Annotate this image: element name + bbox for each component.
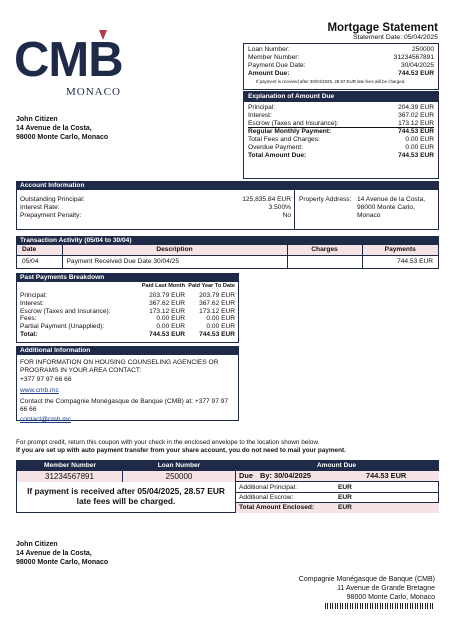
col-date: Date bbox=[17, 245, 62, 255]
pp-last: 0.00 EUR bbox=[156, 315, 185, 323]
explanation-box bbox=[243, 91, 439, 179]
property-label: Property Address: bbox=[299, 196, 352, 203]
postal-barcode bbox=[325, 603, 435, 609]
pp-ytd: 0.00 EUR bbox=[206, 315, 235, 323]
explanation-row bbox=[248, 128, 434, 136]
pp-ytd: 173.12 EUR bbox=[199, 307, 235, 315]
summary-value: 250000 bbox=[411, 46, 434, 53]
transactions-table bbox=[16, 245, 439, 269]
explanation-value: 0.00 EUR bbox=[405, 136, 434, 143]
summary-row bbox=[248, 46, 434, 54]
summary-value: 744.53 EUR bbox=[398, 70, 434, 77]
footer-customer-city: 98000 Monte Carlo, Monaco bbox=[16, 558, 109, 566]
account-row bbox=[20, 204, 291, 212]
statement-date: Statement Date: 05/04/2025 bbox=[352, 34, 438, 41]
late-fee-note: If payment is received after 30/04/2025, 28.57 EUR late fees will be charged. bbox=[256, 79, 406, 84]
summary-label: Payment Due Date: bbox=[248, 62, 306, 69]
explanation-label: Principal: bbox=[248, 104, 276, 111]
coupon-extra-label: Total Amount Enclosed: bbox=[239, 504, 315, 512]
account-value: 125,835.84 EUR bbox=[242, 196, 291, 203]
pp-ytd: 367.62 EUR bbox=[199, 299, 235, 307]
explanation-value: 0.00 EUR bbox=[405, 144, 434, 151]
account-label: Prepayment Penalty: bbox=[20, 212, 82, 219]
coupon-col-amount: Amount Due bbox=[316, 462, 357, 470]
customer-address bbox=[16, 116, 108, 142]
property-line1: 14 Avenue de la Costa, bbox=[357, 196, 426, 203]
statement-title: Mortgage Statement bbox=[327, 22, 438, 34]
coupon-extra-value[interactable]: EUR bbox=[338, 483, 352, 491]
account-label: Outstanding Principal: bbox=[20, 196, 85, 203]
counseling-text: FOR INFORMATION ON HOUSING COUNSELING AGENCIES OR PROGRAMS IN YOUR AREA CONTACT: bbox=[20, 359, 219, 374]
tx-date: 05/04 bbox=[17, 255, 62, 268]
summary-value: 30/04/2025 bbox=[400, 62, 434, 69]
coupon-due-label: Due bbox=[239, 470, 253, 480]
past-payment-row bbox=[20, 308, 235, 316]
remit-name: Compagnie Monégasque de Banque (CMB) bbox=[298, 576, 435, 583]
summary-label: Member Number: bbox=[248, 54, 300, 61]
explanation-label: Total Fees and Charges: bbox=[248, 136, 320, 143]
tx-description: Payment Received Due Date 30/04/25 bbox=[62, 255, 287, 268]
account-info-header: Account Information bbox=[16, 181, 439, 190]
col-charges: Charges bbox=[287, 245, 362, 255]
remit-address bbox=[230, 575, 435, 602]
pp-col-ytd: Paid Year To Date bbox=[188, 283, 235, 289]
past-payments-header: Past Payments Breakdown bbox=[16, 273, 239, 282]
coupon-extra-row bbox=[236, 493, 439, 503]
coupon-autopay-note: If you are set up with auto payment transfer from your share account, you do not need to mail your payment. bbox=[16, 447, 346, 454]
pp-label: Escrow (Taxes and Insurance): bbox=[20, 307, 111, 315]
summary-row bbox=[248, 70, 434, 78]
transaction-row bbox=[17, 255, 438, 268]
account-label: Interest Rate: bbox=[20, 204, 60, 211]
explanation-row bbox=[248, 104, 434, 112]
summary-label: Loan Number: bbox=[248, 46, 290, 53]
coupon-col-loan: Loan Number bbox=[157, 462, 201, 470]
pp-col-blank bbox=[20, 283, 133, 292]
coupon-late-note: If payment is received after 05/04/2025, 28.57 EUR late fees will be charged. bbox=[27, 486, 225, 507]
property-line2: 98000 Monte Carlo, Monaco bbox=[357, 204, 415, 219]
pp-last: 0.00 EUR bbox=[156, 323, 185, 331]
explanation-value: 204.39 EUR bbox=[398, 104, 434, 111]
footer-customer-address bbox=[16, 541, 108, 567]
explanation-value: 744.53 EUR bbox=[398, 128, 434, 135]
tx-payments: 744.53 EUR bbox=[397, 257, 433, 265]
explanation-value: 173.12 EUR bbox=[398, 120, 434, 127]
coupon-loan-number: 250000 bbox=[165, 472, 193, 481]
explanation-value: 367.02 EUR bbox=[398, 112, 434, 119]
explanation-row bbox=[248, 144, 434, 152]
additional-info-box bbox=[16, 355, 239, 424]
logo-subtitle: MONACO bbox=[66, 86, 121, 98]
coupon-extra-row bbox=[236, 483, 439, 493]
remit-city: 98000 Monte Carlo, Monaco bbox=[346, 594, 435, 602]
explanation-label: Overdue Payment: bbox=[248, 144, 303, 151]
footer-customer-name: John Citizen bbox=[16, 541, 58, 548]
coupon-extra-label: Additional Principal: bbox=[239, 483, 297, 491]
coupon-col-member: Member Number bbox=[43, 462, 97, 470]
bank-logo bbox=[14, 30, 164, 102]
col-description: Description bbox=[62, 245, 287, 255]
coupon-due-by: By: 30/04/2025 bbox=[260, 470, 311, 480]
counseling-phone: +377 97 97 66 66 bbox=[20, 375, 72, 383]
remit-street: 11 Avenue de Grande Bretagne bbox=[337, 585, 435, 593]
explanation-value: 744.53 EUR bbox=[398, 152, 434, 159]
summary-row bbox=[248, 62, 434, 70]
pp-ytd: 0.00 EUR bbox=[206, 323, 235, 331]
pp-label: Interest: bbox=[20, 299, 44, 307]
explanation-header: Explanation of Amount Due bbox=[244, 92, 438, 102]
past-payments-box bbox=[16, 282, 239, 343]
pp-last: 367.62 EUR bbox=[149, 299, 185, 307]
footer-customer-street: 14 Avenue de la Costa, bbox=[16, 549, 92, 557]
past-payment-row bbox=[20, 315, 235, 323]
pp-label: Partial Payment (Unapplied): bbox=[20, 323, 105, 331]
past-payment-row bbox=[20, 300, 235, 308]
summary-box bbox=[243, 43, 439, 90]
email-link[interactable]: contact@cmb.mc bbox=[20, 416, 72, 424]
past-payment-row bbox=[20, 331, 235, 339]
col-payments: Payments bbox=[384, 245, 416, 253]
coupon-extra-row bbox=[236, 503, 439, 513]
coupon-extra-value[interactable]: EUR bbox=[338, 493, 352, 501]
explanation-label: Regular Monthly Payment: bbox=[248, 128, 332, 135]
coupon-due-amount: 744.53 EUR bbox=[366, 470, 407, 480]
account-row bbox=[20, 212, 291, 220]
summary-value: 31234567891 bbox=[393, 54, 434, 61]
explanation-row bbox=[248, 152, 434, 160]
coupon-extra-value[interactable]: EUR bbox=[338, 504, 352, 512]
pp-last: 744.53 EUR bbox=[149, 330, 185, 338]
pp-last: 203.79 EUR bbox=[149, 292, 185, 299]
summary-row bbox=[248, 54, 434, 62]
contact-text: Contact the Compagnie Monégasque de Banque (CMB) at: +377 97 97 66 66 bbox=[20, 397, 229, 413]
tx-charges bbox=[287, 255, 362, 268]
pp-label: Principal: bbox=[20, 292, 48, 299]
pp-label: Total: bbox=[20, 330, 38, 338]
account-value: 3.500% bbox=[268, 204, 291, 211]
customer-street: 14 Avenue de la Costa, bbox=[16, 124, 92, 132]
explanation-row bbox=[248, 136, 434, 144]
pp-ytd: 203.79 EUR bbox=[199, 292, 235, 299]
additional-info-header: Additional Information bbox=[16, 346, 239, 355]
pp-label: Fees: bbox=[20, 315, 37, 323]
customer-city: 98000 Monte Carlo, Monaco bbox=[16, 133, 109, 141]
account-value: No bbox=[282, 212, 291, 219]
coupon-extra-label: Additional Escrow: bbox=[239, 493, 294, 501]
summary-label: Amount Due: bbox=[248, 70, 290, 77]
explanation-row bbox=[248, 120, 434, 128]
website-link[interactable]: www.cmb.mc bbox=[20, 386, 59, 394]
account-row bbox=[20, 196, 291, 204]
explanation-label: Interest: bbox=[248, 112, 272, 119]
explanation-label: Escrow (Taxes and Insurance): bbox=[248, 120, 339, 127]
past-payment-row bbox=[20, 323, 235, 331]
account-info-box bbox=[16, 190, 439, 230]
coupon-instruction: For prompt credit, return this coupon with your check in the enclosed envelope to the location shown below. bbox=[16, 439, 320, 446]
explanation-label: Total Amount Due: bbox=[248, 152, 307, 159]
past-payment-row bbox=[20, 292, 235, 300]
customer-name: John Citizen bbox=[16, 116, 58, 123]
transactions-header: Transaction Activity (05/04 to 30/04) bbox=[16, 236, 439, 245]
pp-col-last: Paid Last Month bbox=[141, 283, 185, 289]
logo-wordmark: CMB bbox=[14, 33, 123, 87]
pp-last: 173.12 EUR bbox=[149, 307, 185, 315]
coupon-member-number: 31234567891 bbox=[17, 471, 123, 482]
explanation-row bbox=[248, 112, 434, 120]
pp-ytd: 744.53 EUR bbox=[199, 330, 235, 338]
coupon-box bbox=[16, 460, 439, 513]
